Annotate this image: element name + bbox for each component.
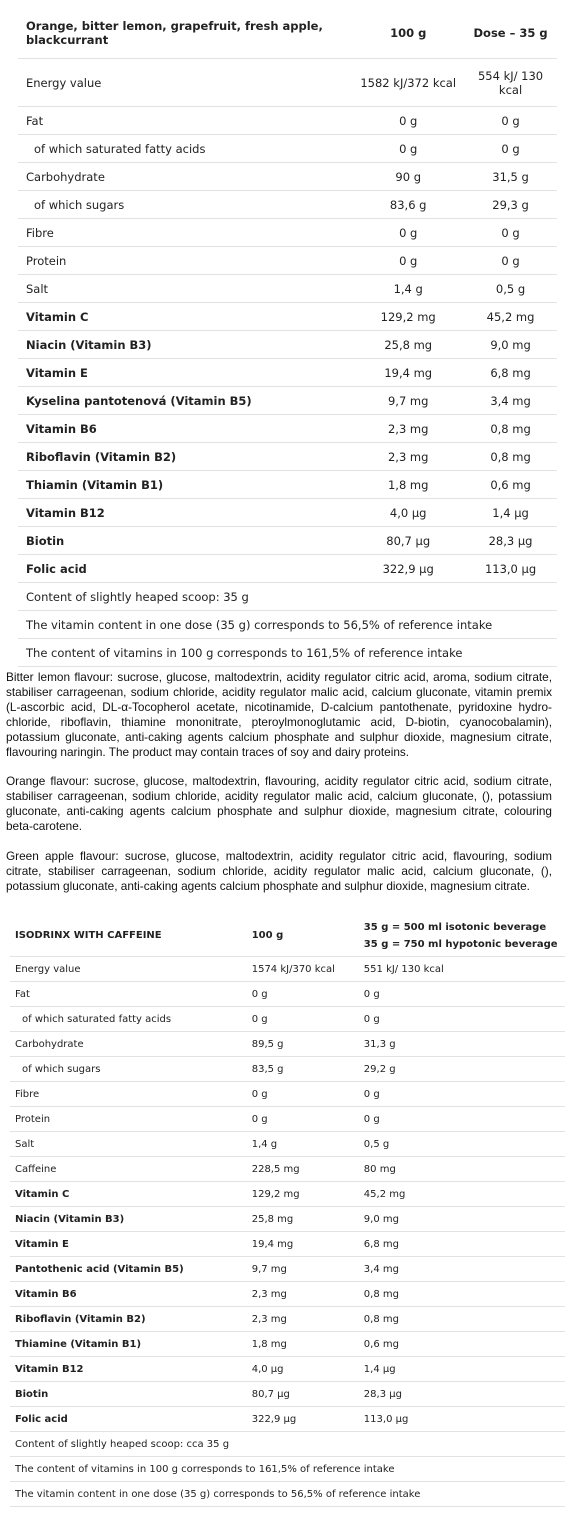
row-label: Kyselina pantotenová (Vitamin B5) — [18, 387, 352, 415]
column-header-dose — [359, 915, 565, 957]
value-100g: 0 g — [352, 135, 464, 163]
value-100g: 0 g — [247, 1007, 359, 1032]
value-100g: 1,4 g — [247, 1132, 359, 1157]
row-label: Protein — [10, 1107, 247, 1132]
row-label: Riboflavin (Vitamin B2) — [10, 1307, 247, 1332]
value-dose: 29,2 g — [359, 1057, 565, 1082]
value-dose: 28,3 μg — [359, 1382, 565, 1407]
row-label: of which saturated fatty acids — [18, 135, 352, 163]
column-header-isotonic: 35 g = 500 ml isotonic beverage — [363, 921, 547, 933]
value-dose: 0 g — [464, 107, 557, 135]
row-label: Vitamin E — [10, 1232, 247, 1257]
note-100g-intake: The content of vitamins in 100 g corresponds to 161,5% of reference intake — [18, 639, 557, 667]
value-dose: 1,4 μg — [464, 499, 557, 527]
table-row — [18, 471, 557, 499]
value-dose: 0,8 mg — [359, 1282, 565, 1307]
table-row — [10, 1232, 565, 1257]
value-100g: 2,3 mg — [247, 1282, 359, 1307]
value-100g: 1,8 mg — [352, 471, 464, 499]
table-row — [18, 443, 557, 471]
row-label: Salt — [10, 1132, 247, 1157]
value-dose: 1,4 μg — [359, 1357, 565, 1382]
value-dose: 0,5 g — [359, 1132, 565, 1157]
row-label: Vitamin B6 — [18, 415, 352, 443]
value-dose: 113,0 μg — [464, 555, 557, 583]
table-title: ISODRINX WITH CAFFEINE — [10, 915, 247, 957]
value-dose: 28,3 μg — [464, 527, 557, 555]
table-row — [10, 1382, 565, 1407]
ingredients-bitter-lemon: Bitter lemon flavour: sucrose, glucose, maltodextrin, acidity regulator citric acid, aroma, sodium citrate, stabiliser carrageenan, sodium chloride, acidity regulator malic acid, calcium gluconate, vitamin premix (L-ascorbic acid, DL-α-Tocopherol acetate, nicotinamide, D-calcium pantothenate, pyridoxine hydro-chloride, riboflavin, thiamine mononitrate, pteroylmonoglutamic acid, D-biotin, cyanocobalamin), potassium gluconate, anti-caking agents calcium phosphate and sulphur dioxide, magnesium citrate, flavouring naringin. The product may contain traces of soy and dairy proteins. — [6, 670, 552, 759]
value-100g: 1574 kJ/370 kcal — [247, 957, 359, 982]
value-dose: 0 g — [359, 1007, 565, 1032]
table-row — [18, 387, 557, 415]
value-dose: 0 g — [464, 219, 557, 247]
table-row — [10, 1282, 565, 1307]
row-label: Energy value — [10, 957, 247, 982]
value-100g: 1582 kJ/372 kcal — [352, 59, 464, 107]
value-dose: 80 mg — [359, 1157, 565, 1182]
value-dose: 554 kJ/ 130 kcal — [464, 59, 557, 107]
row-label: Salt — [18, 275, 352, 303]
value-100g: 0 g — [247, 1082, 359, 1107]
row-label: Folic acid — [18, 555, 352, 583]
table-row — [18, 247, 557, 275]
value-100g: 228,5 mg — [247, 1157, 359, 1182]
value-100g: 0 g — [247, 982, 359, 1007]
value-100g: 4,0 μg — [247, 1357, 359, 1382]
value-dose: 9,0 mg — [464, 331, 557, 359]
column-header-dose: Dose – 35 g — [464, 8, 557, 59]
row-label: Vitamin C — [10, 1182, 247, 1207]
row-label: Niacin (Vitamin B3) — [10, 1207, 247, 1232]
value-dose: 3,4 mg — [464, 387, 557, 415]
value-dose: 0 g — [464, 135, 557, 163]
row-label: of which sugars — [10, 1057, 247, 1082]
table-row — [18, 359, 557, 387]
note-row — [10, 1432, 565, 1457]
value-dose: 0 g — [359, 1082, 565, 1107]
value-100g: 19,4 mg — [352, 359, 464, 387]
value-dose: 6,8 mg — [359, 1232, 565, 1257]
row-label: Biotin — [10, 1382, 247, 1407]
note-row — [10, 1457, 565, 1482]
column-header-100g: 100 g — [247, 915, 359, 957]
row-label: Vitamin B6 — [10, 1282, 247, 1307]
value-100g: 129,2 mg — [247, 1182, 359, 1207]
table-row — [10, 1332, 565, 1357]
column-header-hypotonic: 35 g = 750 ml hypotonic beverage — [363, 938, 558, 950]
row-label: Vitamin B12 — [10, 1357, 247, 1382]
ingredients-orange: Orange flavour: sucrose, glucose, maltodextrin, flavouring, acidity regulator citric acid, sodium citrate, stabiliser carrageenan, sodium chloride, acidity regulator malic acid, calcium gluconate, (), potassium gluconate, anti-caking agents calcium phosphate and sulphur dioxide, magnesium citrate, colouring beta-carotene. — [6, 774, 552, 833]
value-dose: 29,3 g — [464, 191, 557, 219]
table-header-row — [18, 8, 557, 59]
table-row-energy — [18, 59, 557, 107]
table-row — [18, 527, 557, 555]
value-dose: 9,0 mg — [359, 1207, 565, 1232]
table-row — [10, 1357, 565, 1382]
value-100g: 90 g — [352, 163, 464, 191]
value-dose: 0,6 mg — [464, 471, 557, 499]
row-label: Vitamin C — [18, 303, 352, 331]
table-row — [18, 555, 557, 583]
value-dose: 31,5 g — [464, 163, 557, 191]
value-100g: 0 g — [352, 247, 464, 275]
row-label: Caffeine — [10, 1157, 247, 1182]
value-100g: 1,4 g — [352, 275, 464, 303]
row-label: Fibre — [10, 1082, 247, 1107]
note-dose-intake: The vitamin content in one dose (35 g) corresponds to 56,5% of reference intake — [18, 611, 557, 639]
table-row — [18, 499, 557, 527]
note-row — [18, 639, 557, 667]
value-100g: 0 g — [352, 219, 464, 247]
value-dose: 0,8 mg — [359, 1307, 565, 1332]
value-100g: 2,3 mg — [247, 1307, 359, 1332]
table-row — [18, 275, 557, 303]
note-scoop: Content of slightly heaped scoop: cca 35 g — [10, 1432, 565, 1457]
row-label: Biotin — [18, 527, 352, 555]
table-row — [10, 1257, 565, 1282]
table-row — [10, 957, 565, 982]
column-header-100g: 100 g — [352, 8, 464, 59]
value-dose: 0 g — [359, 1107, 565, 1132]
table-row — [10, 1157, 565, 1182]
row-label: Vitamin B12 — [18, 499, 352, 527]
nutrition-table-flavours — [18, 8, 557, 667]
value-100g: 322,9 μg — [247, 1407, 359, 1432]
value-dose: 6,8 mg — [464, 359, 557, 387]
table-row — [10, 1207, 565, 1232]
row-label: Fibre — [18, 219, 352, 247]
table-row — [10, 1032, 565, 1057]
table-row — [18, 331, 557, 359]
table-row — [10, 1057, 565, 1082]
table-header-row — [10, 915, 565, 957]
row-label: Folic acid — [10, 1407, 247, 1432]
value-dose: 3,4 mg — [359, 1257, 565, 1282]
value-100g: 25,8 mg — [352, 331, 464, 359]
value-dose: 0,8 mg — [464, 443, 557, 471]
table-row — [10, 1132, 565, 1157]
note-row — [18, 583, 557, 611]
value-dose: 551 kJ/ 130 kcal — [359, 957, 565, 982]
row-label: Thiamin (Vitamin B1) — [18, 471, 352, 499]
row-label: Vitamin E — [18, 359, 352, 387]
table-row — [18, 415, 557, 443]
row-label: Energy value — [18, 59, 352, 107]
note-dose-intake: The vitamin content in one dose (35 g) corresponds to 56,5% of reference intake — [10, 1482, 565, 1507]
value-100g: 4,0 μg — [352, 499, 464, 527]
table-row — [18, 219, 557, 247]
value-dose: 113,0 μg — [359, 1407, 565, 1432]
row-label: Fat — [10, 982, 247, 1007]
table-row — [18, 191, 557, 219]
table-row — [10, 1082, 565, 1107]
value-dose: 45,2 mg — [359, 1182, 565, 1207]
value-100g: 2,3 mg — [352, 443, 464, 471]
note-100g-intake: The content of vitamins in 100 g corresponds to 161,5% of reference intake — [10, 1457, 565, 1482]
row-label: of which saturated fatty acids — [10, 1007, 247, 1032]
table-row — [18, 135, 557, 163]
value-100g: 322,9 μg — [352, 555, 464, 583]
value-100g: 80,7 μg — [352, 527, 464, 555]
note-row — [18, 611, 557, 639]
row-label: Protein — [18, 247, 352, 275]
value-100g: 83,6 g — [352, 191, 464, 219]
table-title: Orange, bitter lemon, grapefruit, fresh apple, blackcurrant — [18, 8, 352, 59]
row-label: Carbohydrate — [10, 1032, 247, 1057]
value-100g: 2,3 mg — [352, 415, 464, 443]
note-row — [10, 1482, 565, 1507]
row-label: Carbohydrate — [18, 163, 352, 191]
value-100g: 25,8 mg — [247, 1207, 359, 1232]
table-row — [10, 1107, 565, 1132]
value-100g: 9,7 mg — [247, 1257, 359, 1282]
nutrition-table-caffeine — [10, 915, 565, 1507]
table-row — [10, 1007, 565, 1032]
value-100g: 1,8 mg — [247, 1332, 359, 1357]
value-100g: 83,5 g — [247, 1057, 359, 1082]
table-row — [18, 163, 557, 191]
row-label: Fat — [18, 107, 352, 135]
value-100g: 80,7 μg — [247, 1382, 359, 1407]
value-dose: 0 g — [464, 247, 557, 275]
ingredients-green-apple: Green apple flavour: sucrose, glucose, maltodextrin, acidity regulator citric acid, flavouring, sodium citrate, stabiliser carrageenan, sodium chloride, acidity regulator malic acid, calcium gluconate, (), potassium gluconate, anti-caking agents calcium phosphate and sulphur dioxide, magnesium citrate. — [6, 849, 552, 893]
value-100g: 129,2 mg — [352, 303, 464, 331]
table-row — [18, 107, 557, 135]
table-row — [18, 303, 557, 331]
table-row — [10, 1407, 565, 1432]
table-row — [10, 982, 565, 1007]
row-label: Pantothenic acid (Vitamin B5) — [10, 1257, 247, 1282]
value-100g: 19,4 mg — [247, 1232, 359, 1257]
table-row — [10, 1307, 565, 1332]
value-dose: 0,5 g — [464, 275, 557, 303]
row-label: Thiamine (Vitamin B1) — [10, 1332, 247, 1357]
value-dose: 31,3 g — [359, 1032, 565, 1057]
value-dose: 0 g — [359, 982, 565, 1007]
value-dose: 45,2 mg — [464, 303, 557, 331]
value-100g: 89,5 g — [247, 1032, 359, 1057]
row-label: Riboflavin (Vitamin B2) — [18, 443, 352, 471]
value-dose: 0,6 mg — [359, 1332, 565, 1357]
row-label: Niacin (Vitamin B3) — [18, 331, 352, 359]
row-label: of which sugars — [18, 191, 352, 219]
value-100g: 9,7 mg — [352, 387, 464, 415]
value-dose: 0,8 mg — [464, 415, 557, 443]
value-100g: 0 g — [247, 1107, 359, 1132]
value-100g: 0 g — [352, 107, 464, 135]
table-row — [10, 1182, 565, 1207]
note-scoop: Content of slightly heaped scoop: 35 g — [18, 583, 557, 611]
